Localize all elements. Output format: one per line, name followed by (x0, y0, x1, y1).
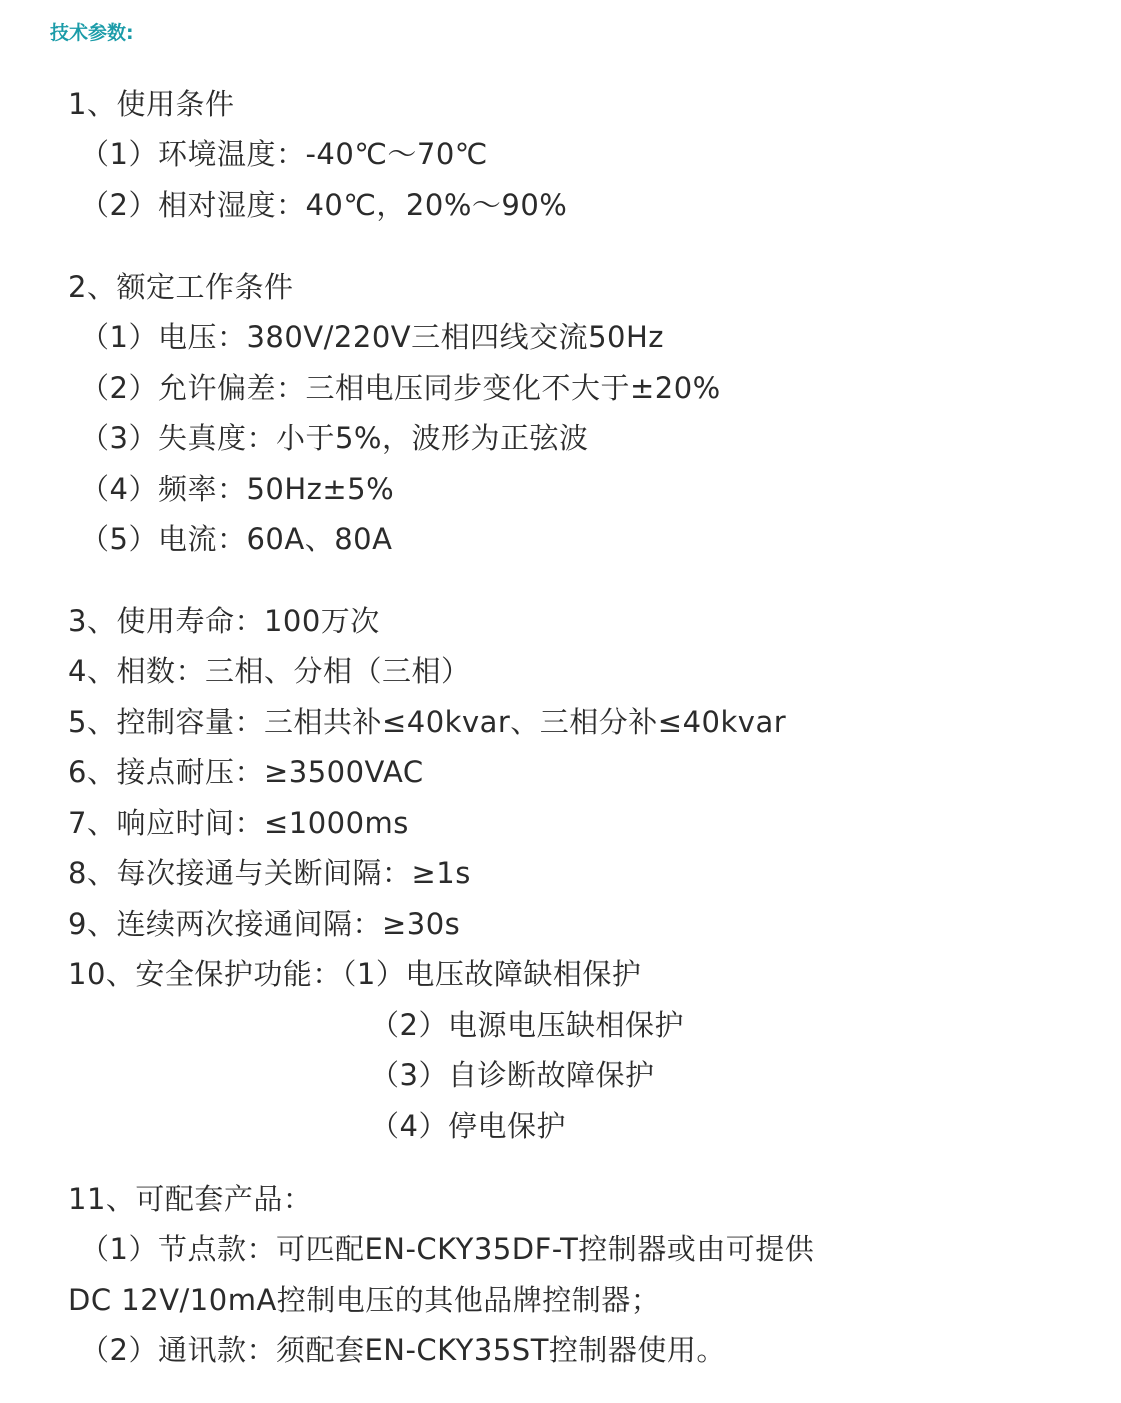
spec-line-11-1: （1）节点款：可匹配EN-CKY35DF-T控制器或由可提供 (80, 1232, 815, 1266)
spec-line-1-2: （2）相对湿度：40℃，20%～90% (80, 188, 568, 222)
spec-line-7: 7、响应时间：≤1000ms (68, 806, 409, 840)
spec-line-2-4: （4）频率：50Hz±5% (80, 472, 395, 506)
section-heading: 技术参数: (50, 22, 134, 44)
spec-line-2-2: （2）允许偏差：三相电压同步变化不大于±20% (80, 371, 721, 405)
spec-line-2-5: （5）电流：60A、80A (80, 522, 393, 556)
spec-line-10-2: （2）电源电压缺相保护 (370, 1008, 684, 1042)
spec-line-4: 4、相数：三相、分相（三相） (68, 654, 471, 688)
spec-line-9: 9、连续两次接通间隔：≥30s (68, 907, 461, 941)
spec-line-1-1: （1）环境温度：-40℃～70℃ (80, 137, 488, 171)
spec-line-10-4: （4）停电保护 (370, 1109, 566, 1143)
spec-line-1-title: 1、使用条件 (68, 87, 235, 121)
spec-line-10: 10、安全保护功能：（1）电压故障缺相保护 (68, 957, 642, 991)
spec-line-6: 6、接点耐压：≥3500VAC (68, 755, 424, 789)
spec-line-2-1: （1）电压：380V/220V三相四线交流50Hz (80, 320, 665, 354)
spec-line-10-3: （3）自诊断故障保护 (370, 1058, 655, 1092)
spec-line-8: 8、每次接通与关断间隔：≥1s (68, 856, 471, 890)
spec-line-2-3: （3）失真度：小于5%，波形为正弦波 (80, 421, 589, 455)
spec-line-11-1-cont: DC 12V/10mA控制电压的其他品牌控制器； (68, 1283, 661, 1317)
spec-line-11-title: 11、可配套产品： (68, 1182, 313, 1216)
spec-line-11-2: （2）通讯款：须配套EN-CKY35ST控制器使用。 (80, 1333, 726, 1367)
spec-line-5: 5、控制容量：三相共补≤40kvar、三相分补≤40kvar (68, 705, 787, 739)
spec-line-3: 3、使用寿命：100万次 (68, 604, 380, 638)
spec-line-2-title: 2、额定工作条件 (68, 270, 294, 304)
